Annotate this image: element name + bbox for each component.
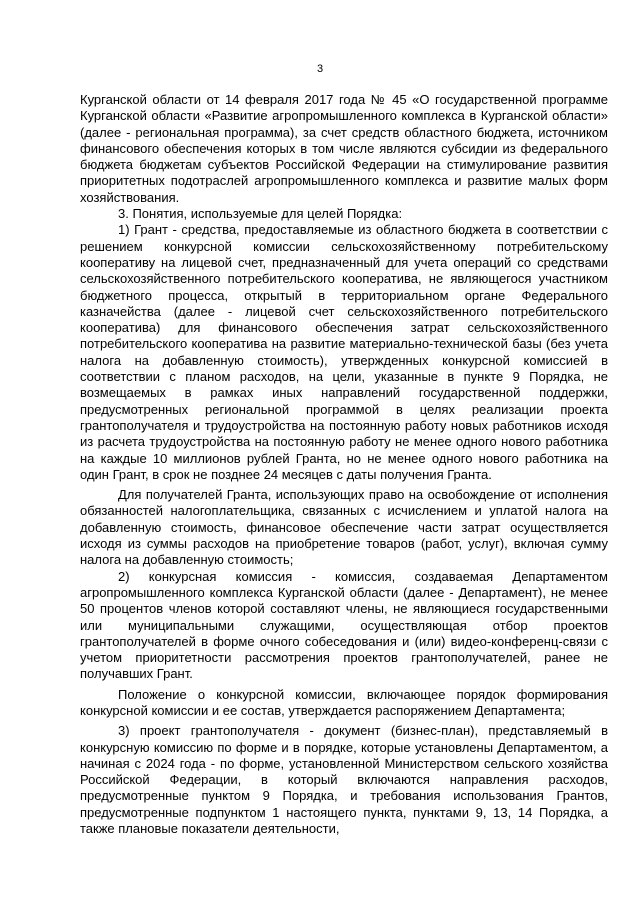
document-body	[80, 92, 608, 837]
paragraph-section-3-heading: 3. Понятия, используемые для целей Порядка:	[118, 206, 403, 222]
page-number: 3	[316, 63, 324, 75]
paragraph-commission-regulation: Положение о конкурсной комиссии, включающее порядок формирования конкурсной комиссии и ее состав, утверждается распоряжением Департамента;	[80, 686, 608, 718]
paragraph-intro: Курганской области от 14 февраля 2017 года № 45 «О государственной программе Курганской области «Развитие агропромышленного комплекса в Курганской области» (далее - региональная программа), за счет средств областного бюджета, источником финансового обеспечения которых в том числе являются субсидии из федерального бюджета бюджетам субъектов Российской Федерации на стимулирование развития приоритетных подотраслей агропромышленного комплекса и развитие малых форм хозяйствования.	[80, 92, 608, 205]
paragraph-definition-grant: 1) Грант - средства, предоставляемые из областного бюджета в соответствии с решением конкурсной комиссии сельскохозяйственному потребительскому кооперативу на лицевой счет, предназначенный для учета операций со средствами сельскохозяйственного потребительского кооператива, не являющегося участником бюджетного процесса, открытый в территориальном органе Федерального казначейства (далее - лицевой счет сельскохозяйственного потребительского кооператива) для финансового обеспечения затрат сельскохозяйственного потребительского кооператива на развитие материально-технической базы (без учета налога на добавленную стоимость), утвержденных конкурсной комиссией в соответствии с планом расходов, на цели, указанные в пункте 9 Порядка, не возмещаемых в рамках иных направлений государственной поддержки, предусмотренных региональной программой в целях реализации проекта грантополучателя и трудоустройства на постоянную работу новых работников исходя из расчета трудоустройства на постоянную работу не менее одного нового работника на каждые 10 миллионов рублей Гранта, но не менее одного нового работника на один Грант, в срок не позднее 24 месяцев с даты получения Гранта.	[80, 222, 608, 482]
paragraph-definition-commission: 2) конкурсная комиссия - комиссия, создаваемая Департаментом агропромышленного комплекса Курганской области (далее - Департамент), не менее 50 процентов членов которой составляют члены, не являющиеся государственными или муниципальными служащими, осуществляющая отбор проектов грантополучателей в форме очного собеседования и (или) видео-конференц-связи с учетом приоритетности рассмотрения проектов грантополучателей, ранее не получавших Грант.	[80, 568, 608, 682]
paragraph-vat-exemption: Для получателей Гранта, использующих право на освобождение от исполнения обязанностей налогоплательщика, связанных с исчислением и уплатой налога на добавленную стоимость, финансовое обеспечение части затрат осуществляется исходя из суммы расходов на приобретение товаров (работ, услуг), включая сумму налога на добавленную стоимость;	[80, 487, 608, 568]
paragraph-definition-project: 3) проект грантополучателя - документ (бизнес-план), представляемый в конкурсную комиссию по форме и в порядке, которые установлены Департаментом, а начиная с 2024 года - по форме, установленной Министерством сельского хозяйства Российской Федерации, в который включаются направления расходов, предусмотренные пунктом 9 Порядка, и требования использования Грантов, предусмотренные подпунктом 1 настоящего пункта, пунктами 9, 13, 14 Порядка, а также плановые показатели деятельности,	[80, 723, 608, 837]
